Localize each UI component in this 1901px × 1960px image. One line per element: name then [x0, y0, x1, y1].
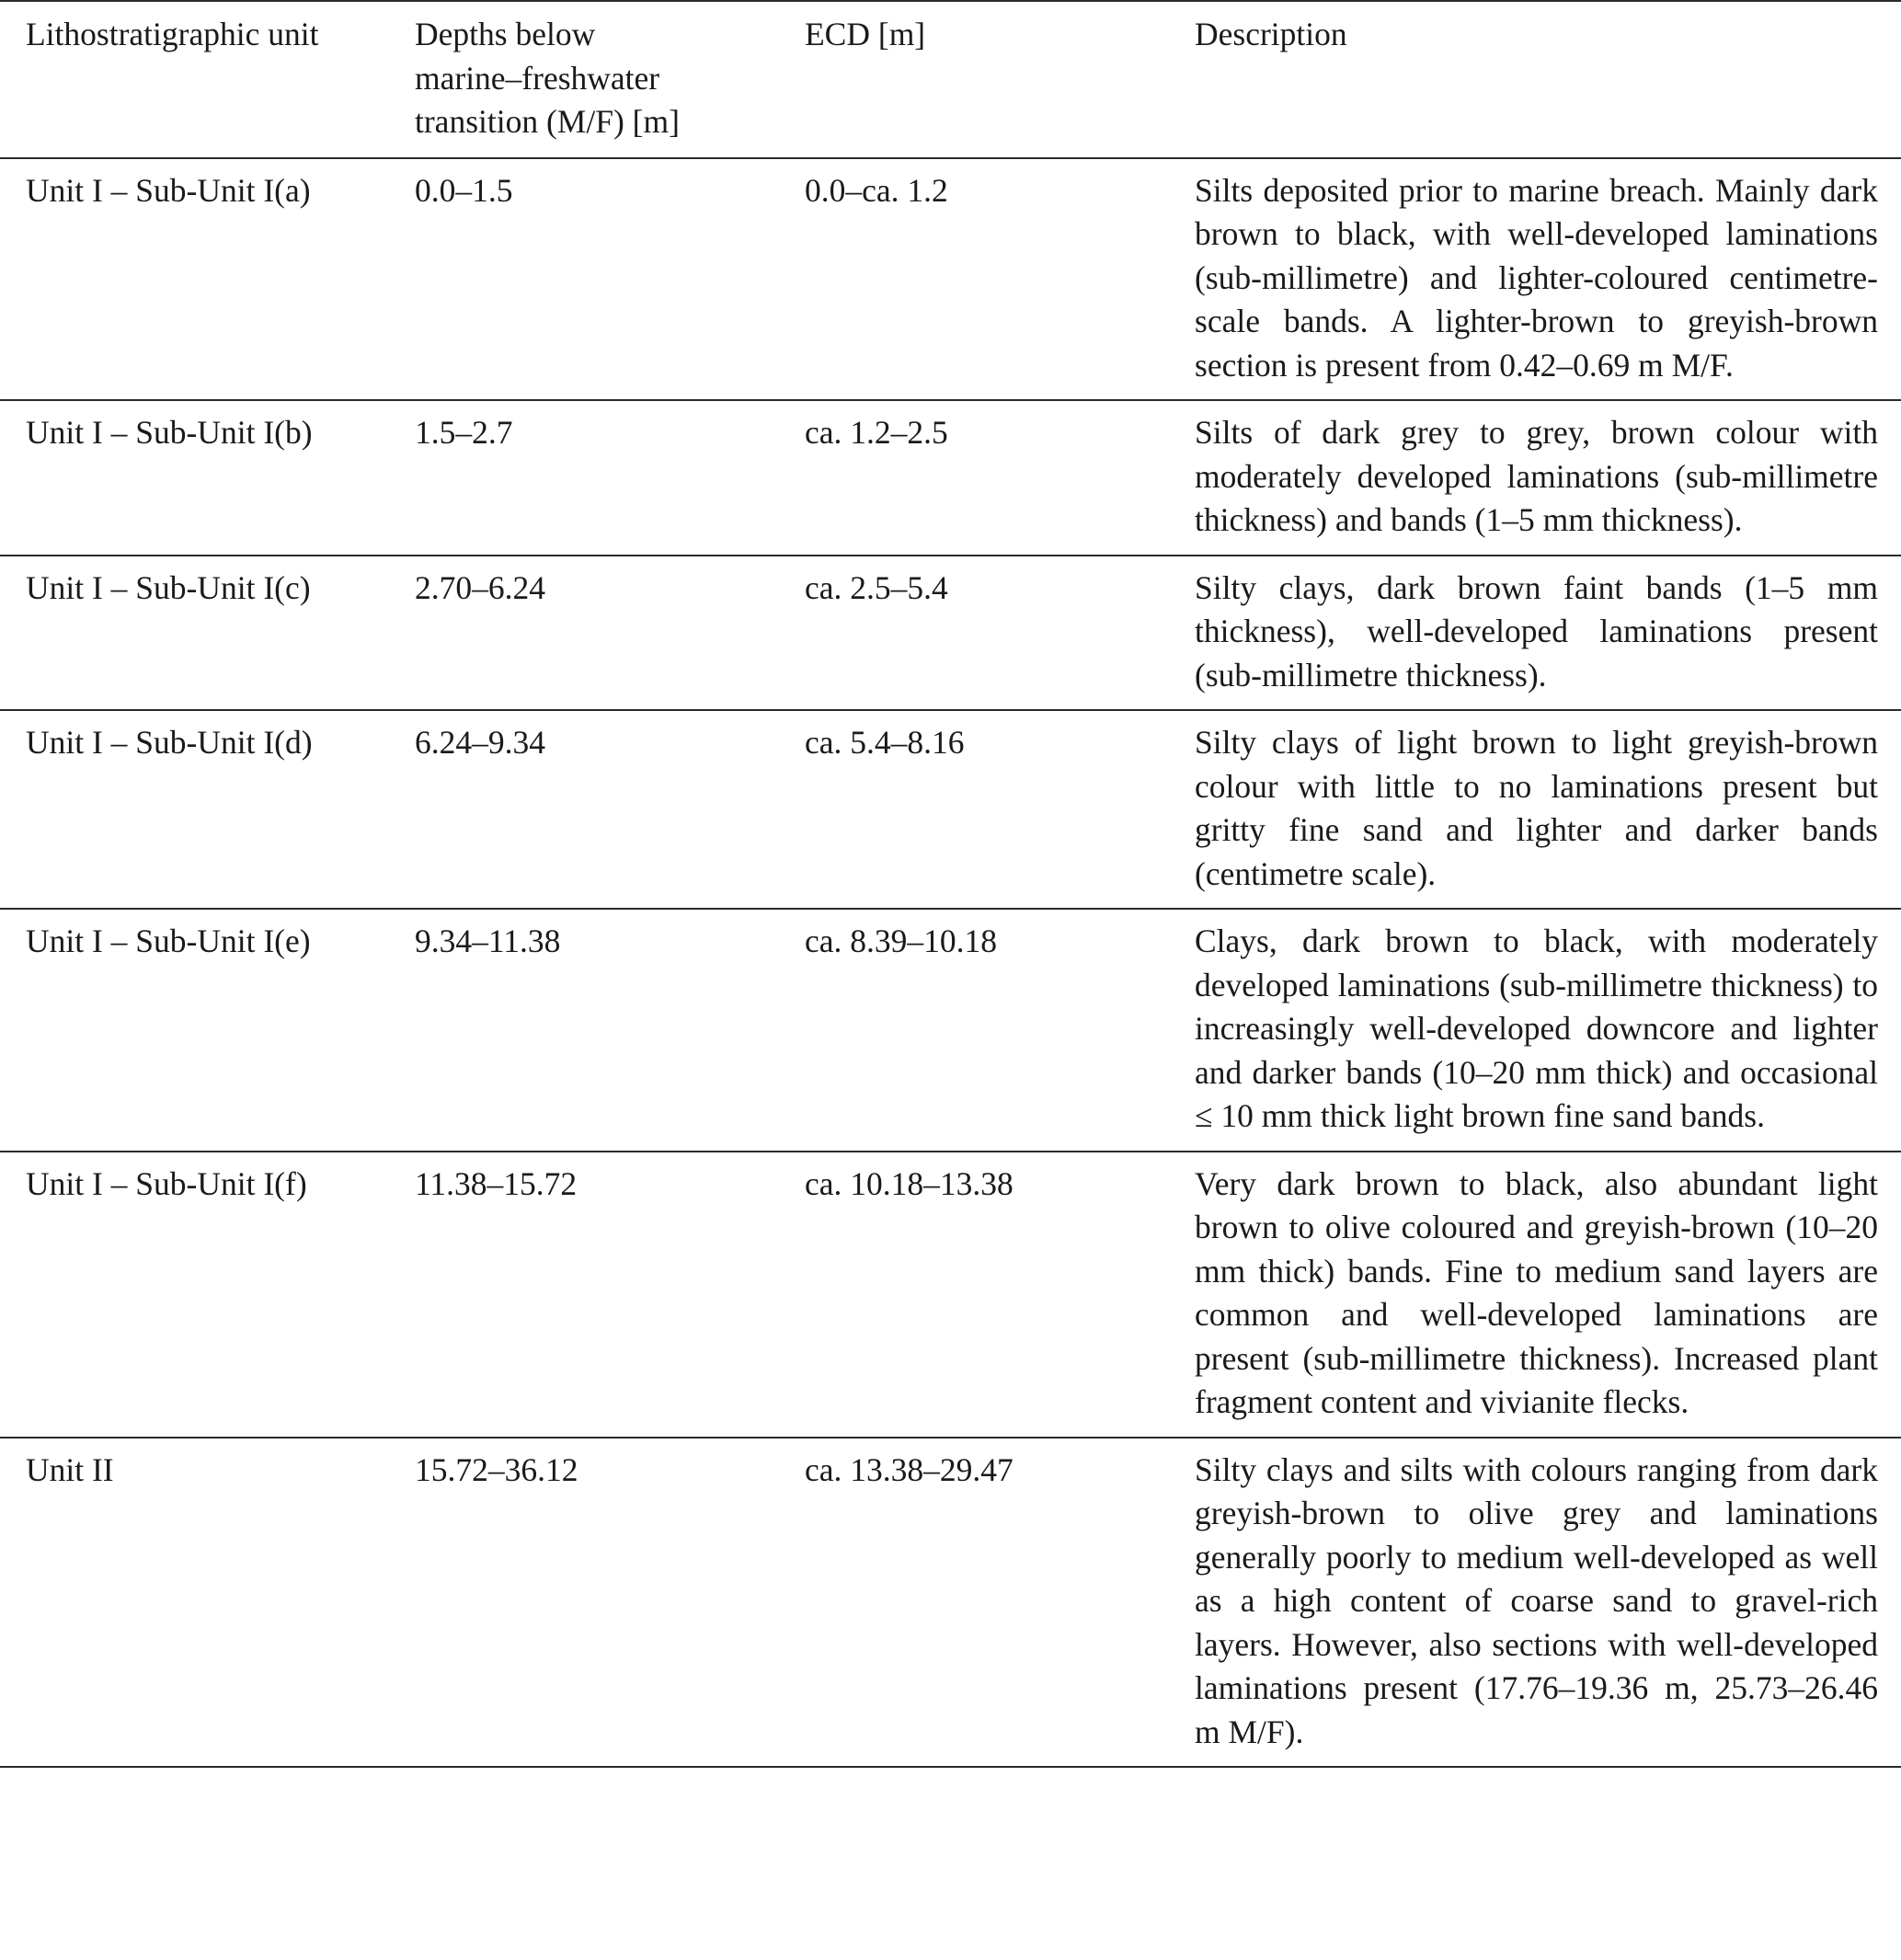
- cell-unit: Unit II: [0, 1438, 389, 1768]
- table-row: [0, 400, 1901, 556]
- table-header: [0, 1, 1901, 158]
- cell-unit: Unit I – Sub-Unit I(e): [0, 909, 389, 1152]
- header-row: [0, 1, 1901, 158]
- table-row: [0, 710, 1901, 909]
- cell-description: Silts of dark grey to grey, brown colour with moderately developed laminations (sub-millimetre thickness) and bands (1–5 mm thickness).: [1169, 400, 1901, 556]
- cell-unit: Unit I – Sub-Unit I(a): [0, 158, 389, 401]
- cell-depth: 11.38–15.72: [389, 1152, 779, 1438]
- cell-depth: 1.5–2.7: [389, 400, 779, 556]
- table-row: [0, 1438, 1901, 1768]
- cell-description: Silty clays of light brown to light greyish-brown colour with little to no laminations present but gritty fine sand and lighter and darker bands (centimetre scale).: [1169, 710, 1901, 909]
- cell-description: Very dark brown to black, also abundant light brown to olive coloured and greyish-brown (10–20 mm thick) bands. Fine to medium sand layers are common and well-developed laminations are present (sub-millimetre thickness). Increased plant fragment content and vivianite flecks.: [1169, 1152, 1901, 1438]
- cell-description: Silty clays, dark brown faint bands (1–5 mm thickness), well-developed laminations present (sub-millimetre thickness).: [1169, 556, 1901, 711]
- cell-ecd: ca. 1.2–2.5: [779, 400, 1169, 556]
- cell-ecd: ca. 13.38–29.47: [779, 1438, 1169, 1768]
- cell-unit: Unit I – Sub-Unit I(c): [0, 556, 389, 711]
- header-depth-line-3: transition (M/F) [m]: [415, 103, 680, 140]
- cell-ecd: ca. 5.4–8.16: [779, 710, 1169, 909]
- header-depth-line-1: Depths below: [415, 16, 596, 52]
- cell-unit: Unit I – Sub-Unit I(d): [0, 710, 389, 909]
- cell-description: Silts deposited prior to marine breach. Mainly dark brown to black, with well-developed laminations (sub-millimetre) and lighter-coloured centimetre-scale bands. A lighter-brown to greyish-brown section is present from 0.42–0.69 m M/F.: [1169, 158, 1901, 401]
- cell-ecd: ca. 2.5–5.4: [779, 556, 1169, 711]
- cell-unit: Unit I – Sub-Unit I(b): [0, 400, 389, 556]
- header-unit: Lithostratigraphic unit: [0, 1, 389, 158]
- header-ecd: ECD [m]: [779, 1, 1169, 158]
- cell-depth: 6.24–9.34: [389, 710, 779, 909]
- cell-depth: 2.70–6.24: [389, 556, 779, 711]
- table-row: [0, 158, 1901, 401]
- cell-ecd: 0.0–ca. 1.2: [779, 158, 1169, 401]
- table-row: [0, 909, 1901, 1152]
- header-depth-line-2: marine–freshwater: [415, 59, 660, 97]
- cell-ecd: ca. 10.18–13.38: [779, 1152, 1169, 1438]
- cell-ecd: ca. 8.39–10.18: [779, 909, 1169, 1152]
- cell-description: Clays, dark brown to black, with moderately developed laminations (sub-millimetre thickness) to increasingly well-developed downcore and lighter and darker bands (10–20 mm thick) and occasional ≤ 10 mm thick light brown fine sand bands.: [1169, 909, 1901, 1152]
- header-description: Description: [1169, 1, 1901, 158]
- cell-depth: 15.72–36.12: [389, 1438, 779, 1768]
- table-row: [0, 1152, 1901, 1438]
- cell-depth: 9.34–11.38: [389, 909, 779, 1152]
- cell-unit: Unit I – Sub-Unit I(f): [0, 1152, 389, 1438]
- table-row: [0, 556, 1901, 711]
- cell-description: Silty clays and silts with colours ranging from dark greyish-brown to olive grey and laminations generally poorly to medium well-developed as well as a high content of coarse sand to gravel-rich layers. However, also sections with well-developed laminations present (17.76–19.36 m, 25.73–26.46 m M/F).: [1169, 1438, 1901, 1768]
- table-body: [0, 158, 1901, 1768]
- cell-depth: 0.0–1.5: [389, 158, 779, 401]
- header-depth: [389, 1, 779, 158]
